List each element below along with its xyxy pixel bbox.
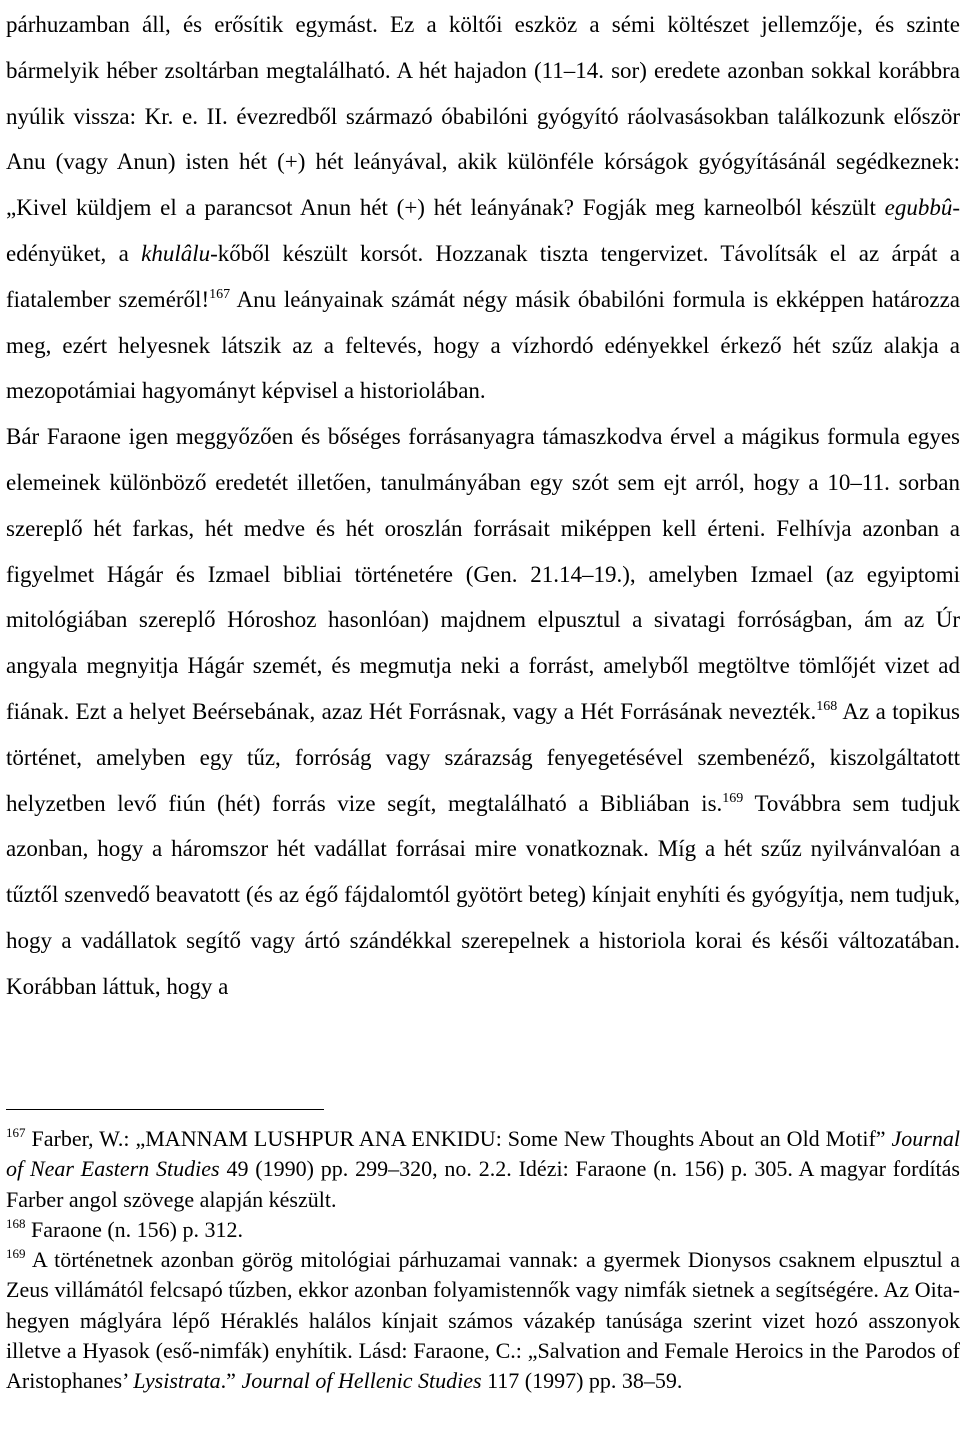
footnote-text: .” [220, 1368, 242, 1394]
paragraph-2-text-b: Az a topikus történet, amelyben egy tűz, forróság vagy szárazság fenyegetésével szembenéző, kiszolgáltatott helyzetben levő fiún (hét) forrás vize segít, megtalálható a Bibliában is. [6, 698, 960, 816]
footnote-number: 169 [6, 1246, 26, 1262]
paragraph-1-text-c: -kőből készült korsót. Hozzanak tiszta tengervizet. Távolítsák el az árpát a fiatalember szeméről! [6, 240, 960, 312]
footnote-text: A történetnek azonban görög mitológiai párhuzamai vannak: a gyermek Dionysos csaknem elpusztul a Zeus villámától felcsapó tűzben, ekkor azonban folyamistennők vagy nimfák sietnek a segítségére. Az Oita-hegyen máglyára lépő Héraklés halálos kínjait számos vázakép tanúsága szerint vizet hozó asszonyok illetve a Hyasok (eső-nimfák) enyhítik. Lásd: Faraone, C.: „Salvation and Female Heroics in the Parodos of Aristophanes’ [6, 1247, 960, 1394]
paragraph-2-text-a: Bár Faraone igen meggyőzően és bőséges forrásanyagra támaszkodva érvel a mágikus formula egyes elemeinek különböző eredetét illetően, tanulmányában egy szót sem ejt arról, hogy a 10–11. sorban szereplő hét farkas, hét medve és hét oroszlán forrásait miképpen kell érteni. Felhívja azonban a figyelmet Hágár és Izmael bibliai történetére (Gen. 21.14–19.), amelyben Izmael (az egyiptomi mitológiában szereplő Hóroshoz hasonlóan) majdnem elpusztul a sivatagi forróságban, ám az Úr angyala megnyitja Hágár szemét, és megmutja neki a forrást, amelyből megtöltve tömlőjét vizet ad fiának. Ezt a helyet Beérsebának, azaz Hét Forrásnak, vagy a Hét Forrásának nevezték. [6, 424, 960, 724]
footnote-text: Faraone (n. 156) p. 312. [25, 1216, 244, 1242]
footnotes [6, 1124, 960, 1397]
document-page [6, 0, 960, 1010]
footnote-number: 168 [6, 1215, 26, 1231]
footnote-169 [6, 1245, 960, 1396]
paragraph-1 [6, 2, 960, 414]
footnote-text: 49 (1990) pp. 299–320, no. 2.2. Idézi: Faraone (n. 156) p. 305. A magyar fordítás Farber angol szövege alapján készült. [6, 1156, 960, 1212]
footnote-168 [6, 1215, 960, 1245]
journal-title: Journal of Hellenic Studies [241, 1368, 482, 1394]
paragraph-1-text-b: -edényüket, a [6, 195, 960, 266]
footnote-text: 117 (1997) pp. 38–59. [481, 1368, 683, 1394]
main-text [6, 0, 960, 1010]
paragraph-1-text-a: párhuzamban áll, és erősítik egymást. Ez a költői eszköz a sémi költészet jellemzője, és szinte bármelyik héber zsoltárban megtalálható. A hét hajadon (11–14. sor) eredete azonban sokkal korábbra nyúlik vissza: Kr. e. II. évezredből származó óbabilóni gyógyító ráolvasásokban találkozunk először Anu (vagy Anun) isten hét (+) hét leányával, akik különféle kórságok gyógyításánál segédkeznek: „Kivel küldjem el a parancsot Anun hét (+) hét leányának? Fogják meg karneolból készült [6, 12, 960, 221]
footnote-text: Farber, W.: „MANNAM LUSHPUR ANA ENKIDU: Some New Thoughts About an Old Motif” [25, 1126, 892, 1151]
paragraph-2-text-c: Továbbra sem tudjuk azonban, hogy a háromszor hét vadállat forrásai mire vonatkoznak. Míg a hét szűz nyilvánvalóan a tűztől szenvedő beavatott (és az égő fájdalomtól gyötört beteg) kínjait enyhíti és gyógyítja, nem tudjuk, hogy a vadállatok segítő vagy ártó szándékkal szerepelnek a historiola korai és késői változatában. Korábban láttuk, hogy a [6, 790, 960, 999]
footnote-ref-169[interactable]: 169 [722, 790, 744, 806]
footnote-ref-167[interactable]: 167 [209, 286, 231, 302]
footnote-ref-168[interactable]: 168 [816, 698, 838, 714]
journal-title: Journal of Near Eastern Studies [6, 1126, 960, 1182]
paragraph-2 [6, 414, 960, 1009]
footnote-separator [6, 1109, 324, 1110]
footnote-number: 167 [6, 1125, 26, 1140]
term-egubbu: egubbû [884, 195, 953, 221]
work-title: Lysistrata [133, 1368, 221, 1394]
footnote-167 [6, 1124, 960, 1215]
paragraph-1-text-d: Anu leányainak számát négy másik óbabilóni formula is ekképpen határozza meg, ezért helyesnek látszik az a feltevés, hogy a vízhordó edényekkel érkező hét szűz alakja a mezopotámiai hagyományt képvisel a historiolában. [6, 286, 960, 404]
term-khulalu: khulâlu [141, 240, 211, 266]
